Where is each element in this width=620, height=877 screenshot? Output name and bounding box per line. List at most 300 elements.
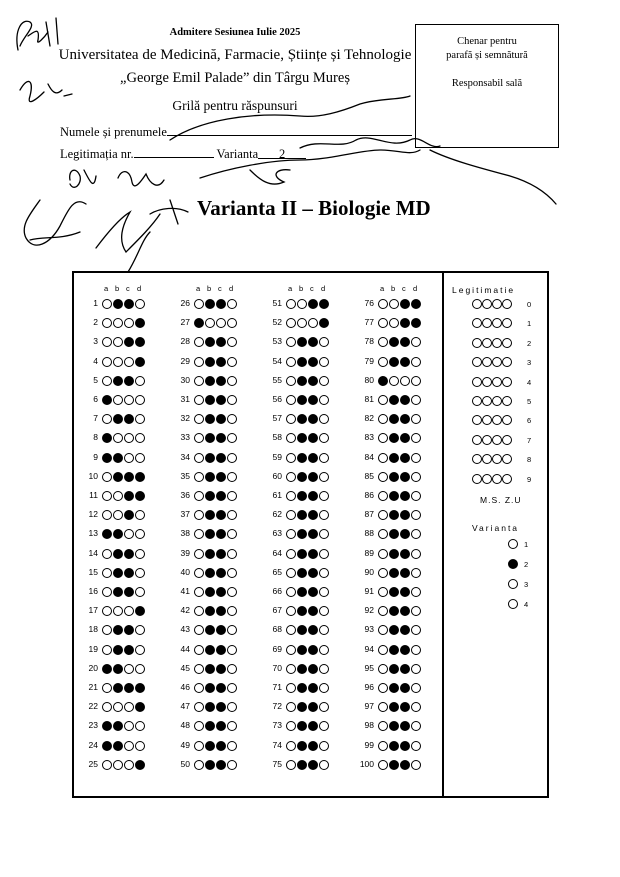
answer-bubble[interactable]: [286, 529, 296, 539]
answer-bubble[interactable]: [216, 568, 226, 578]
answer-bubble[interactable]: [124, 453, 134, 463]
answer-bubble[interactable]: [400, 702, 410, 712]
answer-bubble[interactable]: [113, 491, 123, 501]
id-digit-bubble[interactable]: [472, 357, 482, 367]
answer-bubble[interactable]: [411, 760, 421, 770]
answer-bubble[interactable]: [194, 357, 204, 367]
answer-bubble[interactable]: [216, 760, 226, 770]
answer-bubble[interactable]: [216, 414, 226, 424]
id-digit-bubble[interactable]: [502, 396, 512, 406]
id-digit-bubble[interactable]: [482, 435, 492, 445]
id-digit-bubble[interactable]: [492, 454, 502, 464]
id-digit-bubble[interactable]: [482, 415, 492, 425]
id-digit-bubble[interactable]: [472, 435, 482, 445]
answer-bubble[interactable]: [216, 741, 226, 751]
answer-bubble[interactable]: [411, 376, 421, 386]
answer-bubble[interactable]: [216, 702, 226, 712]
answer-bubble[interactable]: [124, 606, 134, 616]
answer-bubble[interactable]: [411, 702, 421, 712]
answer-bubble[interactable]: [286, 683, 296, 693]
answer-bubble[interactable]: [400, 683, 410, 693]
answer-bubble[interactable]: [216, 529, 226, 539]
answer-bubble[interactable]: [124, 318, 134, 328]
answer-bubble[interactable]: [286, 568, 296, 578]
answer-bubble[interactable]: [205, 453, 215, 463]
answer-bubble[interactable]: [400, 645, 410, 655]
answer-bubble[interactable]: [216, 549, 226, 559]
variant-option-bubble[interactable]: [508, 599, 518, 609]
answer-bubble[interactable]: [378, 357, 388, 367]
answer-bubble[interactable]: [135, 491, 145, 501]
answer-bubble[interactable]: [308, 568, 318, 578]
id-digit-bubble[interactable]: [492, 318, 502, 328]
answer-bubble[interactable]: [308, 625, 318, 635]
answer-bubble[interactable]: [216, 357, 226, 367]
answer-bubble[interactable]: [411, 337, 421, 347]
answer-bubble[interactable]: [205, 606, 215, 616]
answer-bubble[interactable]: [124, 760, 134, 770]
answer-bubble[interactable]: [102, 529, 112, 539]
answer-bubble[interactable]: [319, 491, 329, 501]
answer-bubble[interactable]: [389, 741, 399, 751]
answer-bubble[interactable]: [411, 721, 421, 731]
answer-bubble[interactable]: [389, 453, 399, 463]
answer-bubble[interactable]: [205, 587, 215, 597]
answer-bubble[interactable]: [411, 625, 421, 635]
answer-bubble[interactable]: [135, 337, 145, 347]
id-digit-bubble[interactable]: [502, 377, 512, 387]
answer-bubble[interactable]: [102, 721, 112, 731]
answer-bubble[interactable]: [113, 357, 123, 367]
answer-bubble[interactable]: [113, 376, 123, 386]
answer-bubble[interactable]: [411, 529, 421, 539]
answer-bubble[interactable]: [227, 606, 237, 616]
answer-bubble[interactable]: [135, 357, 145, 367]
answer-bubble[interactable]: [135, 299, 145, 309]
answer-bubble[interactable]: [102, 702, 112, 712]
answer-bubble[interactable]: [389, 664, 399, 674]
answer-bubble[interactable]: [308, 702, 318, 712]
answer-bubble[interactable]: [297, 760, 307, 770]
answer-bubble[interactable]: [400, 337, 410, 347]
answer-bubble[interactable]: [102, 664, 112, 674]
answer-bubble[interactable]: [135, 587, 145, 597]
answer-bubble[interactable]: [389, 587, 399, 597]
answer-bubble[interactable]: [124, 491, 134, 501]
answer-bubble[interactable]: [227, 472, 237, 482]
answer-bubble[interactable]: [194, 760, 204, 770]
answer-bubble[interactable]: [411, 357, 421, 367]
id-digit-bubble[interactable]: [482, 318, 492, 328]
id-digit-bubble[interactable]: [502, 318, 512, 328]
answer-bubble[interactable]: [205, 491, 215, 501]
answer-bubble[interactable]: [216, 510, 226, 520]
answer-bubble[interactable]: [102, 414, 112, 424]
answer-bubble[interactable]: [378, 337, 388, 347]
answer-bubble[interactable]: [205, 510, 215, 520]
answer-bubble[interactable]: [124, 357, 134, 367]
answer-bubble[interactable]: [411, 433, 421, 443]
answer-bubble[interactable]: [286, 645, 296, 655]
answer-bubble[interactable]: [124, 702, 134, 712]
answer-bubble[interactable]: [113, 453, 123, 463]
answer-bubble[interactable]: [297, 664, 307, 674]
answer-bubble[interactable]: [194, 568, 204, 578]
answer-bubble[interactable]: [205, 376, 215, 386]
answer-bubble[interactable]: [308, 491, 318, 501]
answer-bubble[interactable]: [113, 702, 123, 712]
answer-bubble[interactable]: [400, 549, 410, 559]
answer-bubble[interactable]: [411, 645, 421, 655]
variant-option-bubble[interactable]: [508, 539, 518, 549]
id-digit-bubble[interactable]: [492, 474, 502, 484]
answer-bubble[interactable]: [135, 741, 145, 751]
answer-bubble[interactable]: [135, 664, 145, 674]
answer-bubble[interactable]: [216, 299, 226, 309]
answer-bubble[interactable]: [124, 683, 134, 693]
id-digit-bubble[interactable]: [492, 396, 502, 406]
answer-bubble[interactable]: [297, 549, 307, 559]
answer-bubble[interactable]: [378, 645, 388, 655]
answer-bubble[interactable]: [194, 337, 204, 347]
id-digit-bubble[interactable]: [492, 415, 502, 425]
answer-bubble[interactable]: [411, 587, 421, 597]
answer-bubble[interactable]: [286, 376, 296, 386]
answer-bubble[interactable]: [124, 337, 134, 347]
answer-bubble[interactable]: [113, 433, 123, 443]
answer-bubble[interactable]: [411, 414, 421, 424]
answer-bubble[interactable]: [113, 318, 123, 328]
answer-bubble[interactable]: [308, 645, 318, 655]
id-digit-bubble[interactable]: [502, 435, 512, 445]
answer-bubble[interactable]: [389, 645, 399, 655]
answer-bubble[interactable]: [113, 472, 123, 482]
answer-bubble[interactable]: [135, 625, 145, 635]
answer-bubble[interactable]: [400, 318, 410, 328]
answer-bubble[interactable]: [319, 510, 329, 520]
answer-bubble[interactable]: [378, 568, 388, 578]
answer-bubble[interactable]: [319, 741, 329, 751]
answer-bubble[interactable]: [286, 606, 296, 616]
answer-bubble[interactable]: [297, 683, 307, 693]
answer-bubble[interactable]: [124, 625, 134, 635]
answer-bubble[interactable]: [297, 395, 307, 405]
answer-bubble[interactable]: [194, 453, 204, 463]
answer-bubble[interactable]: [227, 664, 237, 674]
answer-bubble[interactable]: [216, 587, 226, 597]
answer-bubble[interactable]: [400, 433, 410, 443]
answer-bubble[interactable]: [308, 376, 318, 386]
answer-bubble[interactable]: [378, 433, 388, 443]
answer-bubble[interactable]: [194, 683, 204, 693]
answer-bubble[interactable]: [411, 299, 421, 309]
answer-bubble[interactable]: [286, 510, 296, 520]
answer-bubble[interactable]: [319, 568, 329, 578]
answer-bubble[interactable]: [400, 587, 410, 597]
answer-bubble[interactable]: [297, 376, 307, 386]
answer-bubble[interactable]: [113, 664, 123, 674]
answer-bubble[interactable]: [227, 568, 237, 578]
answer-bubble[interactable]: [135, 472, 145, 482]
answer-bubble[interactable]: [411, 606, 421, 616]
answer-bubble[interactable]: [297, 472, 307, 482]
answer-bubble[interactable]: [411, 491, 421, 501]
id-digit-bubble[interactable]: [482, 454, 492, 464]
answer-bubble[interactable]: [319, 529, 329, 539]
answer-bubble[interactable]: [378, 529, 388, 539]
answer-bubble[interactable]: [227, 529, 237, 539]
answer-bubble[interactable]: [297, 741, 307, 751]
id-digit-bubble[interactable]: [492, 299, 502, 309]
answer-bubble[interactable]: [124, 529, 134, 539]
answer-bubble[interactable]: [400, 472, 410, 482]
answer-bubble[interactable]: [297, 337, 307, 347]
answer-bubble[interactable]: [378, 299, 388, 309]
answer-bubble[interactable]: [194, 721, 204, 731]
answer-bubble[interactable]: [227, 741, 237, 751]
answer-bubble[interactable]: [102, 510, 112, 520]
answer-bubble[interactable]: [378, 702, 388, 712]
answer-bubble[interactable]: [286, 414, 296, 424]
answer-bubble[interactable]: [205, 664, 215, 674]
id-digit-bubble[interactable]: [482, 299, 492, 309]
answer-bubble[interactable]: [227, 760, 237, 770]
id-digit-bubble[interactable]: [502, 338, 512, 348]
answer-bubble[interactable]: [205, 433, 215, 443]
answer-bubble[interactable]: [216, 664, 226, 674]
answer-bubble[interactable]: [400, 357, 410, 367]
answer-bubble[interactable]: [102, 357, 112, 367]
answer-bubble[interactable]: [205, 318, 215, 328]
answer-bubble[interactable]: [308, 529, 318, 539]
answer-bubble[interactable]: [124, 664, 134, 674]
answer-bubble[interactable]: [124, 395, 134, 405]
answer-bubble[interactable]: [205, 529, 215, 539]
answer-bubble[interactable]: [389, 683, 399, 693]
answer-bubble[interactable]: [308, 318, 318, 328]
answer-bubble[interactable]: [400, 414, 410, 424]
answer-bubble[interactable]: [216, 376, 226, 386]
answer-bubble[interactable]: [319, 664, 329, 674]
answer-bubble[interactable]: [205, 472, 215, 482]
answer-bubble[interactable]: [124, 549, 134, 559]
answer-bubble[interactable]: [113, 683, 123, 693]
answer-bubble[interactable]: [400, 299, 410, 309]
answer-bubble[interactable]: [400, 491, 410, 501]
answer-bubble[interactable]: [102, 453, 112, 463]
answer-bubble[interactable]: [216, 625, 226, 635]
answer-bubble[interactable]: [378, 395, 388, 405]
answer-bubble[interactable]: [411, 683, 421, 693]
answer-bubble[interactable]: [319, 453, 329, 463]
answer-bubble[interactable]: [286, 721, 296, 731]
answer-bubble[interactable]: [378, 472, 388, 482]
answer-bubble[interactable]: [319, 299, 329, 309]
answer-bubble[interactable]: [297, 510, 307, 520]
answer-bubble[interactable]: [308, 299, 318, 309]
answer-bubble[interactable]: [297, 529, 307, 539]
answer-bubble[interactable]: [319, 721, 329, 731]
answer-bubble[interactable]: [135, 549, 145, 559]
answer-bubble[interactable]: [102, 337, 112, 347]
answer-bubble[interactable]: [308, 587, 318, 597]
answer-bubble[interactable]: [194, 529, 204, 539]
answer-bubble[interactable]: [411, 395, 421, 405]
answer-bubble[interactable]: [411, 741, 421, 751]
answer-bubble[interactable]: [113, 337, 123, 347]
answer-bubble[interactable]: [297, 702, 307, 712]
answer-bubble[interactable]: [308, 453, 318, 463]
answer-bubble[interactable]: [308, 549, 318, 559]
answer-bubble[interactable]: [389, 299, 399, 309]
id-digit-bubble[interactable]: [482, 396, 492, 406]
answer-bubble[interactable]: [400, 395, 410, 405]
answer-bubble[interactable]: [194, 645, 204, 655]
answer-bubble[interactable]: [194, 318, 204, 328]
id-digit-bubble[interactable]: [502, 357, 512, 367]
answer-bubble[interactable]: [308, 741, 318, 751]
answer-bubble[interactable]: [378, 491, 388, 501]
answer-bubble[interactable]: [194, 510, 204, 520]
answer-bubble[interactable]: [205, 414, 215, 424]
answer-bubble[interactable]: [102, 587, 112, 597]
answer-bubble[interactable]: [297, 721, 307, 731]
answer-bubble[interactable]: [297, 414, 307, 424]
answer-bubble[interactable]: [113, 741, 123, 751]
variant-option-bubble[interactable]: [508, 559, 518, 569]
answer-bubble[interactable]: [113, 549, 123, 559]
answer-bubble[interactable]: [124, 299, 134, 309]
answer-bubble[interactable]: [194, 549, 204, 559]
answer-bubble[interactable]: [378, 625, 388, 635]
answer-bubble[interactable]: [205, 625, 215, 635]
answer-bubble[interactable]: [135, 395, 145, 405]
answer-bubble[interactable]: [400, 376, 410, 386]
answer-bubble[interactable]: [319, 760, 329, 770]
answer-bubble[interactable]: [400, 606, 410, 616]
answer-bubble[interactable]: [319, 337, 329, 347]
answer-bubble[interactable]: [378, 453, 388, 463]
id-digit-bubble[interactable]: [502, 474, 512, 484]
answer-bubble[interactable]: [308, 683, 318, 693]
answer-bubble[interactable]: [389, 337, 399, 347]
name-field[interactable]: [60, 124, 412, 140]
id-digit-bubble[interactable]: [502, 299, 512, 309]
answer-bubble[interactable]: [205, 549, 215, 559]
answer-bubble[interactable]: [113, 529, 123, 539]
id-digit-bubble[interactable]: [482, 474, 492, 484]
answer-bubble[interactable]: [102, 395, 112, 405]
answer-bubble[interactable]: [297, 568, 307, 578]
answer-bubble[interactable]: [113, 414, 123, 424]
id-digit-bubble[interactable]: [492, 338, 502, 348]
answer-bubble[interactable]: [102, 299, 112, 309]
answer-bubble[interactable]: [308, 721, 318, 731]
answer-bubble[interactable]: [135, 510, 145, 520]
answer-bubble[interactable]: [227, 299, 237, 309]
answer-bubble[interactable]: [378, 760, 388, 770]
answer-bubble[interactable]: [389, 606, 399, 616]
answer-bubble[interactable]: [389, 491, 399, 501]
answer-bubble[interactable]: [286, 299, 296, 309]
answer-bubble[interactable]: [286, 760, 296, 770]
answer-bubble[interactable]: [389, 568, 399, 578]
answer-bubble[interactable]: [102, 568, 112, 578]
answer-bubble[interactable]: [389, 549, 399, 559]
answer-bubble[interactable]: [286, 702, 296, 712]
answer-bubble[interactable]: [124, 376, 134, 386]
answer-bubble[interactable]: [194, 587, 204, 597]
answer-bubble[interactable]: [124, 645, 134, 655]
answer-bubble[interactable]: [378, 664, 388, 674]
answer-bubble[interactable]: [400, 760, 410, 770]
answer-bubble[interactable]: [124, 568, 134, 578]
answer-bubble[interactable]: [135, 606, 145, 616]
answer-bubble[interactable]: [297, 453, 307, 463]
answer-bubble[interactable]: [286, 395, 296, 405]
answer-bubble[interactable]: [308, 414, 318, 424]
answer-bubble[interactable]: [411, 664, 421, 674]
answer-bubble[interactable]: [102, 376, 112, 386]
answer-bubble[interactable]: [124, 472, 134, 482]
answer-bubble[interactable]: [400, 453, 410, 463]
answer-bubble[interactable]: [319, 318, 329, 328]
answer-bubble[interactable]: [124, 510, 134, 520]
answer-bubble[interactable]: [124, 414, 134, 424]
answer-bubble[interactable]: [389, 702, 399, 712]
answer-bubble[interactable]: [308, 760, 318, 770]
answer-bubble[interactable]: [227, 376, 237, 386]
answer-bubble[interactable]: [286, 357, 296, 367]
answer-bubble[interactable]: [286, 587, 296, 597]
answer-bubble[interactable]: [227, 645, 237, 655]
answer-bubble[interactable]: [205, 741, 215, 751]
answer-bubble[interactable]: [319, 625, 329, 635]
answer-bubble[interactable]: [102, 625, 112, 635]
answer-bubble[interactable]: [113, 510, 123, 520]
answer-bubble[interactable]: [205, 337, 215, 347]
answer-bubble[interactable]: [113, 395, 123, 405]
id-digit-bubble[interactable]: [472, 474, 482, 484]
answer-bubble[interactable]: [205, 683, 215, 693]
answer-bubble[interactable]: [135, 318, 145, 328]
answer-bubble[interactable]: [378, 606, 388, 616]
answer-bubble[interactable]: [297, 318, 307, 328]
answer-bubble[interactable]: [227, 702, 237, 712]
answer-bubble[interactable]: [124, 721, 134, 731]
answer-bubble[interactable]: [124, 741, 134, 751]
answer-bubble[interactable]: [113, 587, 123, 597]
answer-bubble[interactable]: [319, 606, 329, 616]
answer-bubble[interactable]: [135, 453, 145, 463]
answer-bubble[interactable]: [216, 337, 226, 347]
answer-bubble[interactable]: [102, 645, 112, 655]
answer-bubble[interactable]: [389, 625, 399, 635]
variant-option-bubble[interactable]: [508, 579, 518, 589]
answer-bubble[interactable]: [124, 587, 134, 597]
answer-bubble[interactable]: [194, 376, 204, 386]
answer-bubble[interactable]: [205, 645, 215, 655]
answer-bubble[interactable]: [227, 491, 237, 501]
answer-bubble[interactable]: [400, 664, 410, 674]
answer-bubble[interactable]: [194, 299, 204, 309]
answer-bubble[interactable]: [389, 721, 399, 731]
id-digit-bubble[interactable]: [472, 338, 482, 348]
answer-bubble[interactable]: [102, 606, 112, 616]
answer-bubble[interactable]: [216, 472, 226, 482]
answer-bubble[interactable]: [389, 414, 399, 424]
answer-bubble[interactable]: [227, 549, 237, 559]
